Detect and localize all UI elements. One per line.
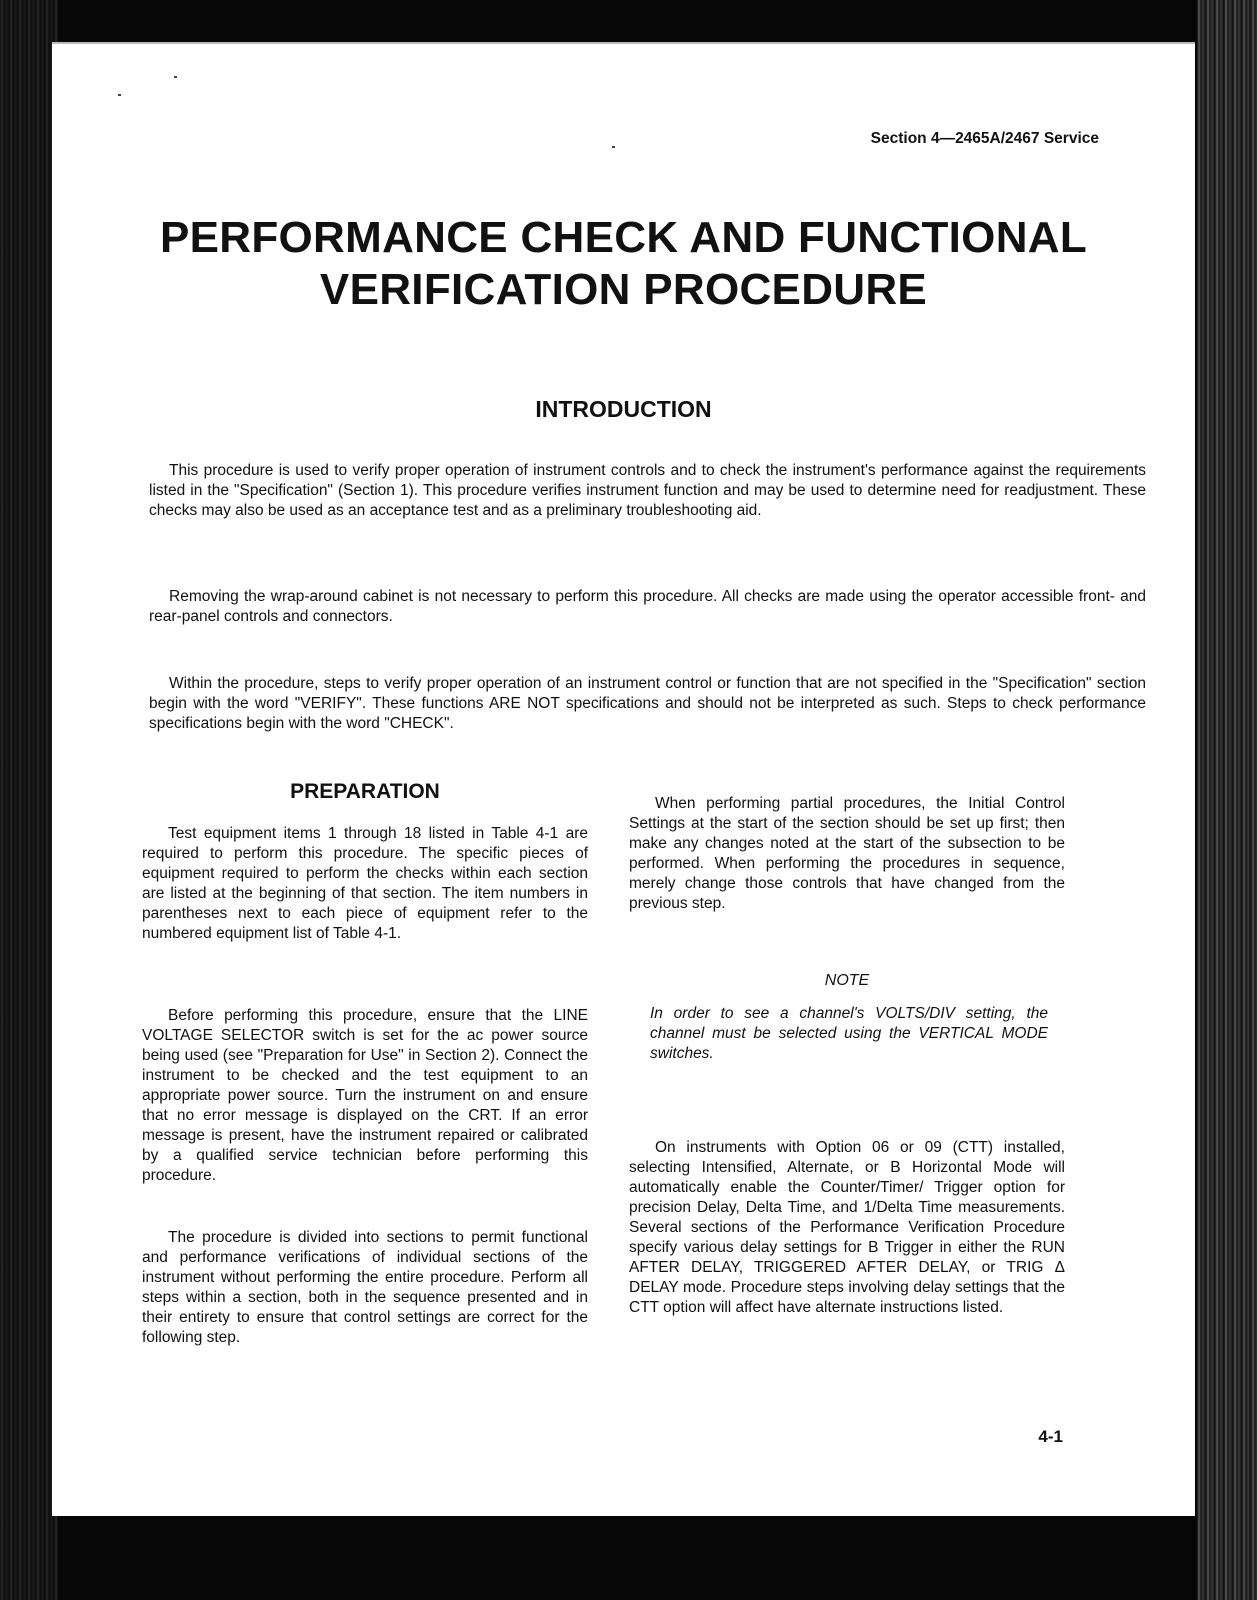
scan-speck (612, 146, 615, 148)
introduction-heading: INTRODUCTION (535, 396, 712, 422)
note-heading: NOTE (824, 972, 870, 989)
running-head: Section 4—2465A/2467 Service (870, 130, 1099, 147)
page-number: 4-1 (1038, 1427, 1063, 1446)
page-title (52, 212, 1195, 316)
introduction-paragraph-1: This procedure is used to verify proper operation of instrument controls and to check the instrument's performance against the requirements listed in the "Specification" (Section 1). This procedure verifies instrument function and may be used to determine need for readjustment. These checks may also be used as an acceptance test and as a preliminary troubleshooting aid. (149, 462, 1146, 519)
scan-speck (174, 76, 177, 78)
preparation-paragraph-1: Test equipment items 1 through 18 listed in Table 4-1 are required to perform this procedure. The specific pieces of equipment required to perform the checks within each section are listed at the beginning of that section. The item numbers in parentheses next to each piece of equipment refer to the numbered equipment list of Table 4-1. (142, 825, 588, 942)
preparation-heading: PREPARATION (290, 780, 440, 803)
introduction-paragraph-3: Within the procedure, steps to verify proper operation of an instrument control or function that are not specified in the "Specification" section begin with the word "VERIFY". These functions ARE NOT specifications and should not be interpreted as such. Steps to check performance specifications begin with the word "CHECK". (149, 675, 1146, 732)
scan-edge-left (0, 0, 58, 1600)
scan-edge-right (1197, 0, 1257, 1600)
preparation-paragraph-2: Before performing this procedure, ensure that the LINE VOLTAGE SELECTOR switch is set for the ac power source being used (see "Preparation for Use" in Section 2). Connect the instrument to be checked and the test equipment to an appropriate power source. Turn the instrument on and ensure that no error message is displayed on the CRT. If an error message is present, have the instrument repaired or calibrated by a qualified service technician before performing this procedure. (142, 1007, 588, 1184)
title-line-2: VERIFICATION PROCEDURE (319, 265, 928, 314)
title-line-1: PERFORMANCE CHECK AND FUNCTIONAL (159, 213, 1088, 262)
preparation-paragraph-3: The procedure is divided into sections to permit functional and performance verifications of individual sections of the instrument without performing the entire procedure. Perform all steps within a section, both in the sequence presented and in their entirety to ensure that control settings are correct for the following step. (142, 1229, 588, 1346)
note-text: In order to see a channel's VOLTS/DIV setting, the channel must be selected using the VERTICAL MODE switches. (650, 1005, 1048, 1062)
option-ctt-paragraph: On instruments with Option 06 or 09 (CTT) installed, selecting Intensified, Alternate, or B Horizontal Mode will automatically enable the Counter/Timer/ Trigger option for precision Delay, Delta Time, and 1/Delta Time measurements. Several sections of the Performance Verification Procedure specify various delay settings for B Trigger in either the RUN AFTER DELAY, TRIGGERED AFTER DELAY, or TRIG Δ DELAY mode. Procedure steps involving delay settings that the CTT option will affect have alternate instructions listed. (629, 1139, 1065, 1316)
document-page (52, 42, 1195, 1516)
introduction-paragraph-2: Removing the wrap-around cabinet is not necessary to perform this procedure. All checks are made using the operator accessible front- and rear-panel controls and connectors. (149, 588, 1146, 625)
partial-procedures-paragraph: When performing partial procedures, the Initial Control Settings at the start of the section should be set up first; then make any changes noted at the start of the subsection to be performed. When performing the procedures in sequence, merely change those controls that have changed from the previous step. (629, 795, 1065, 912)
scan-speck (118, 94, 121, 96)
